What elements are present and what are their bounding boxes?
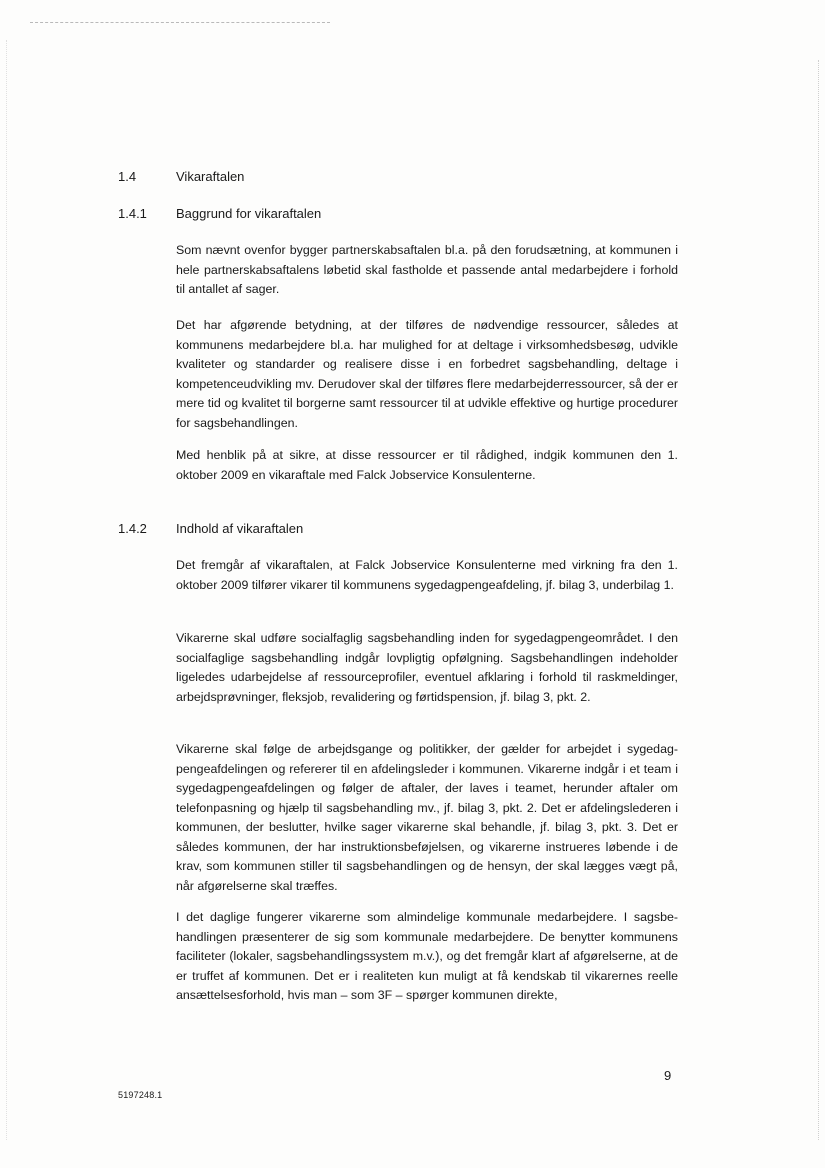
section-number: 1.4.1 bbox=[118, 206, 147, 221]
section-title: Vikaraftalen bbox=[176, 169, 245, 184]
paragraph: Det har afgørende betydning, at der tilføres de nødvendige ressourcer, således at kommunens medarbejdere bl.a. har mulighed for at deltage i virksomhedsbesøg, udvikle kvaliteter og standarder og realisere disse i en forbedret sagsbehandling, deltage i kompetenceudvikling mv. Derudover skal der tilføres flere medarbejderressourcer, så der er mere tid og kvalitet til borgerne samt ressourcer til at udvikle effektive og hurtige procedurer for sagsbehandlingen. bbox=[176, 318, 678, 430]
section-number: 1.4.2 bbox=[118, 521, 147, 536]
scan-edge-artifact bbox=[6, 40, 7, 1140]
scan-edge-artifact bbox=[818, 60, 819, 1140]
paragraph: Vikarerne skal udføre socialfaglig sagsbehandling inden for sygedagpengeområdet. I den socialfaglige sagsbehandling indgår lovpligtig opfølgning. Sagsbehandlingen indeholder ligeledes udarbejdelse af ressourceprofiler, eventuel afklaring i forhold til raskmeldinger, arbejdsprøvninger, fleksjob, revalidering og førtidspension, jf. bilag 3, pkt. 2. bbox=[176, 631, 678, 704]
section-title: Baggrund for vikaraftalen bbox=[176, 206, 322, 221]
document-id: 5197248.1 bbox=[118, 1090, 163, 1100]
section-number: 1.4 bbox=[118, 169, 137, 184]
page-number: 9 bbox=[664, 1068, 672, 1083]
paragraph: Som nævnt ovenfor bygger partnerskabsaftalen bl.a. på den forudsætning, at kommunen i hele partnerskabsaftalens løbetid skal fastholde et passende antal medarbejdere i forhold til antallet af sager. bbox=[176, 243, 678, 296]
scan-edge-artifact bbox=[30, 22, 330, 23]
paragraph: Det fremgår af vikaraftalen, at Falck Jobservice Konsulenterne med virkning fra den 1. oktober 2009 tilfører vikarer til kommunens sygedagpengeafdeling, jf. bilag 3, underbilag 1. bbox=[176, 558, 678, 592]
paragraph: I det daglige fungerer vikarerne som almindelige kommunale medarbejdere. I sagsbehandlingen præsenterer de sig som kommunale medarbejdere. De benytter kommunens faciliteter (lokaler, sagsbehandlingssystem m.v.), og det fremgår klart af afgørelserne, at de er truffet af kommunen. Det er i realiteten kun muligt at få kendskab til vikarernes reelle ansættelsesforhold, hvis man – som 3F – spørger kommunen direkte, bbox=[176, 910, 678, 1002]
section-title: Indhold af vikaraftalen bbox=[176, 521, 304, 536]
paragraph: Med henblik på at sikre, at disse ressourcer er til rådighed, indgik kommunen den 1. oktober 2009 en vikaraftale med Falck Jobservice Konsulenterne. bbox=[176, 448, 678, 482]
paragraph: Vikarerne skal følge de arbejdsgange og politikker, der gælder for arbejdet i sygedagpengeafdelingen og refererer til en afdelingsleder i kommunen. Vikarerne indgår i et team i sygedagpengeafdelingen og følger de aftaler, der laves i teamet, herunder aftaler om telefonpasning og hjælp til sagsbehandling mv., jf. bilag 3, pkt. 2. Det er afdelingslederen i kommunen, der beslutter, hvilke sager vikarerne skal behandle, jf. bilag 3, pkt. 3. Det er således kommunen, der har instruktionsbeføjelsen, og vikarerne instrueres løbende i de krav, som kommunen stiller til sagsbehandlingen og de hensyn, der skal lægges vægt på, når afgørelserne skal træffes. bbox=[176, 742, 678, 893]
